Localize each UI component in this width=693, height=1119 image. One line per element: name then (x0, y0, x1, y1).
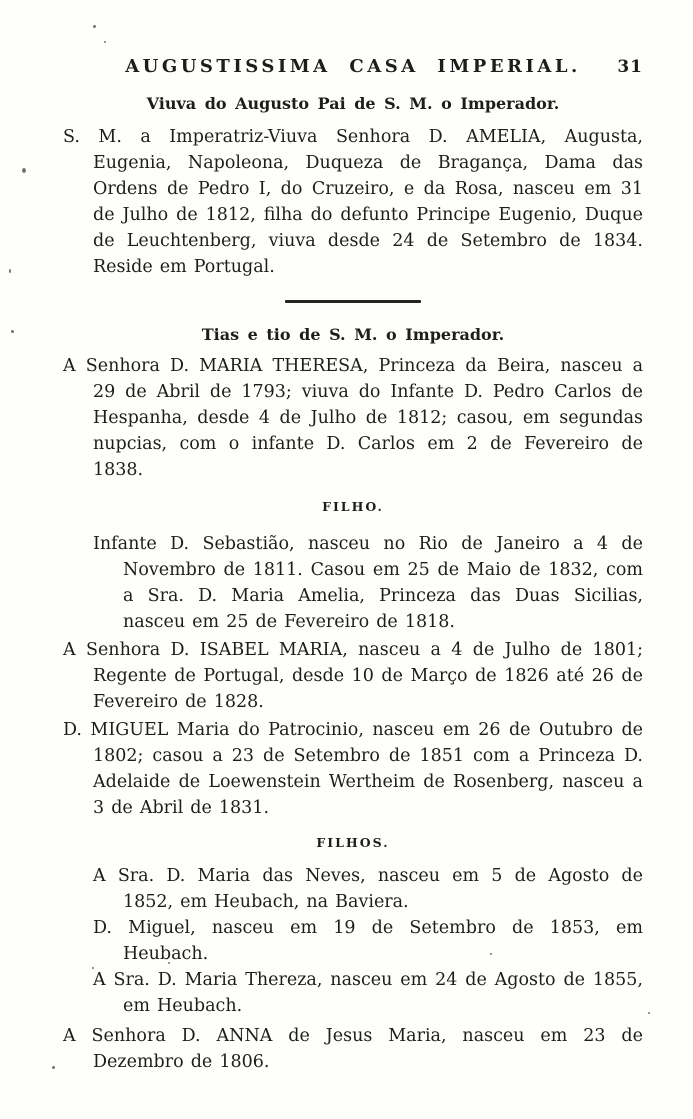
entry-isabel-maria: A Senhora D. ISABEL MARIA, nasceu a 4 de Julho de 1801; Regente de Portugal, desde 10 de Março de 1826 até 26 de Fevereiro de 1828. (63, 639, 643, 712)
running-header (63, 56, 643, 80)
section-heading-aunts-uncle: Tias e tio de S. M. o Imperador. (201, 324, 505, 344)
end-ornament (63, 1115, 643, 1119)
child-entry-miguel: D. Miguel, nasceu em 19 de Setembro de 1853, em Heubach. (93, 917, 643, 964)
scan-speckle (52, 1066, 55, 1069)
page-number: 31 (617, 57, 643, 77)
entry-amelia: S. M. a Imperatriz-Viuva Senhora D. AMELIA, Augusta, Eugenia, Napoleona, Duqueza de Bragança, Dama das Ordens de Pedro I, do Cruzeiro, e da Rosa, nasceu em 31 de Julho de 1812, filha do defunto Principe Eugenio, Duque de Leuchtenberg, viuva desde 24 de Setembro de 1834. Reside em Portugal. (63, 127, 643, 277)
child-entry-sebastiao: Infante D. Sebastião, nasceu no Rio de Janeiro a 4 de Novembro de 1811. Casou em 25 de Maio de 1832, com a Sra. D. Maria Amelia, Princeza das Duas Sicilias, nasceu em 25 de Fevereiro de 1818. (93, 533, 643, 632)
running-title: AUGUSTISSIMA CASA IMPERIAL. (125, 56, 581, 77)
scan-speckle (22, 168, 26, 173)
child-entry-maria-das-neves: A Sra. D. Maria das Neves, nasceu em 5 de Agosto de 1852, em Heubach, na Baviera. (93, 865, 643, 912)
section-widow (63, 94, 643, 280)
section-heading-widow: Viuva do Augusto Pai de S. M. o Imperador. (146, 94, 560, 113)
entry-anna: A Senhora D. ANNA de Jesus Maria, nasceu em 23 de Dezembro de 1806. (63, 1025, 643, 1072)
scan-speckle (9, 269, 11, 273)
child-entry-maria-thereza: A Sra. D. Maria Thereza, nasceu em 24 de Agosto de 1855, em Heubach. (93, 969, 643, 1016)
label-filho: FILHO. (322, 498, 384, 514)
section-divider-rule (285, 300, 421, 303)
scan-speckle (648, 1012, 650, 1014)
label-filhos: FILHOS. (316, 834, 390, 850)
scan-speckle (93, 25, 96, 28)
section-aunts-uncle (63, 325, 643, 1075)
scan-speckle (104, 41, 106, 43)
entry-maria-theresa: A Senhora D. MARIA THERESA, Princeza da Beira, nasceu a 29 de Abril de 1793; viuva do Infante D. Pedro Carlos de Hespanha, desde 4 de Julho de 1812; casou, em segundas nupcias, com o infante D. Carlos em 2 de Fevereiro de 1838. (63, 355, 643, 480)
entry-miguel: D. MIGUEL Maria do Patrocinio, nasceu em 26 de Outubro de 1802; casou a 23 de Setembro de 1851 com a Princeza D. Adelaide de Loewenstein Wertheim de Rosenberg, nasceu a 3 de Abril de 1831. (63, 719, 643, 818)
scan-speckle (11, 330, 14, 333)
page-content (63, 56, 643, 1119)
